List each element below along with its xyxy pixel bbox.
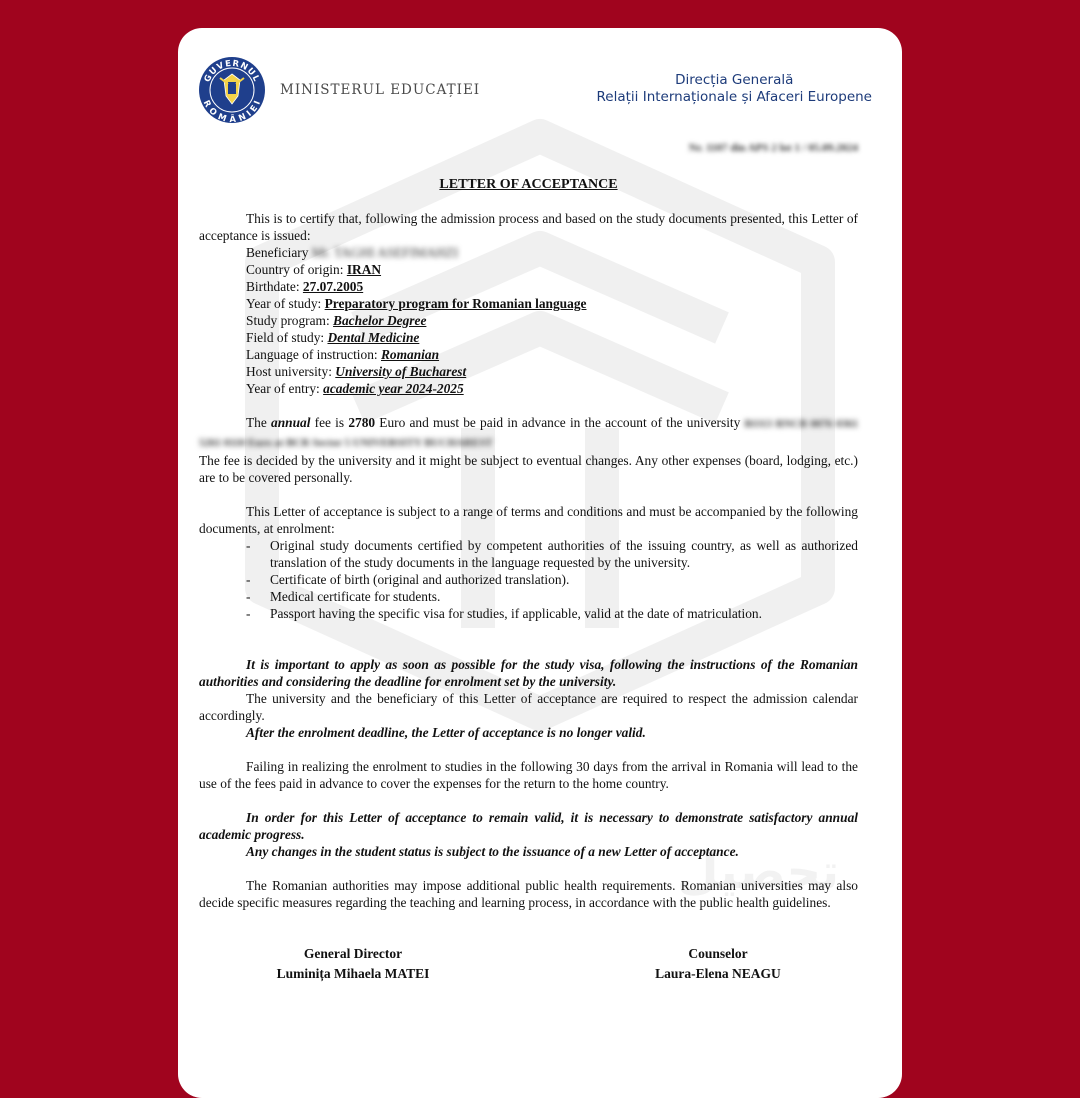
list-item: - Certificate of birth (original and authorized translation). (246, 572, 570, 587)
signature-right-name: Laura-Elena NEAGU (655, 966, 781, 981)
signature-left-role: General Director (303, 946, 403, 961)
list-item: - Passport having the specific visa for studies, if applicable, valid at the date of matriculation. (246, 606, 762, 621)
failing-note: Failing in realizing the enrolment to studies in the following 30 days from the arrival in Romania will lead to the use of the fees paid in advance to cover the expenses for the return to the home country. (199, 759, 858, 791)
beneficiary-name-redacted: Mr. TAGHI ASEFIMAHZI (311, 245, 459, 260)
signature-general-director (258, 944, 448, 984)
field-language: Language of instruction: Romanian (246, 347, 440, 362)
health-note: The Romanian authorities may impose additional public health requirements. Romanian universities may also decide specific measures regarding the teaching and learning process, in accordance with the public health guidelines. (199, 878, 858, 910)
field-year-of-entry: Year of entry: academic year 2024-2025 (246, 381, 464, 396)
svg-text:تحصیل: تحصیل (676, 844, 840, 900)
visa-note: It is important to apply as soon as possible for the study visa, following the instructions of the Romanian authorities and considering the deadline for enrolment set by the university. (199, 657, 858, 689)
field-host-university: Host university: University of Bucharest (246, 364, 467, 379)
intro-paragraph: This is to certify that, following the admission process and based on the study documents presented, this Letter of acceptance is issued: (199, 211, 858, 243)
progress-note: In order for this Letter of acceptance to remain valid, it is necessary to demonstrate satisfactory annual academic progress. (199, 810, 858, 842)
status-note: Any changes in the student status is subject to the issuance of a new Letter of acceptance. (246, 844, 739, 859)
letter-sheet (178, 28, 902, 1098)
ministry-name: MINISTERUL EDUCAȚIEI (280, 82, 481, 98)
government-seal-icon (198, 56, 266, 124)
reference-number: Nr. 1107 din APS 2 lot 1 / 05.09.2024 (688, 142, 858, 154)
field-birthdate: Birthdate: 27.07.2005 (246, 279, 364, 294)
fee-paragraph: The annual fee is 2780 Euro and must be paid in advance in the account of the university RO13 RNCB 0076 0361 5261 0110 Euro at BCR Sector 5 UNIVERSITY BUCHAREST (199, 415, 858, 449)
list-item: - Medical certificate for students. (246, 589, 441, 604)
seal-text-top: GUVERNUL (202, 58, 262, 85)
seal-text-bottom: ROMÂNIEI (200, 98, 264, 124)
field-study-program: Study program: Bachelor Degree (246, 313, 427, 328)
terms-intro: This Letter of acceptance is subject to a range of terms and conditions and must be accompanied by the following documents, at enrolment: (199, 504, 858, 536)
signature-left-name: Luminița Mihaela MATEI (276, 966, 430, 981)
signature-counselor (623, 944, 813, 984)
field-year-of-study: Year of study: Preparatory program for Romanian language (246, 296, 587, 311)
ministry-header (198, 56, 480, 124)
directorate-line-1: Direcția Generală (675, 72, 794, 88)
deadline-note: After the enrolment deadline, the Letter of acceptance is no longer valid. (246, 725, 646, 740)
field-field-of-study: Field of study: Dental Medicine (246, 330, 420, 345)
directorate-header (597, 72, 872, 106)
directorate-line-2: Relații Internaționale și Afaceri Europene (596, 89, 872, 105)
required-documents-list (246, 537, 858, 622)
letter-title: LETTER OF ACCEPTANCE (439, 177, 618, 192)
fee-note: The fee is decided by the university and it might be subject to eventual changes. Any other expenses (board, lodging, etc.) are to be covered personally. (199, 453, 858, 485)
beneficiary-fields (246, 244, 858, 397)
letter-body (199, 176, 858, 911)
bank-account-redacted: RO13 RNCB 0076 0361 5261 0110 Euro at BCR Sector 5 UNIVERSITY BUCHAREST (199, 418, 858, 449)
signature-right-role: Counselor (688, 946, 748, 961)
calendar-note: The university and the beneficiary of this Letter of acceptance are required to respect the admission calendar accordingly. (199, 691, 858, 723)
list-item: - Original study documents certified by competent authorities of the issuing country, as well as authorized translation of the study documents in the language requested by the university. (246, 538, 858, 570)
field-beneficiary: Beneficiary Mr. TAGHI ASEFIMAHZI (246, 245, 459, 260)
field-country: Country of origin: IRAN (246, 262, 382, 277)
